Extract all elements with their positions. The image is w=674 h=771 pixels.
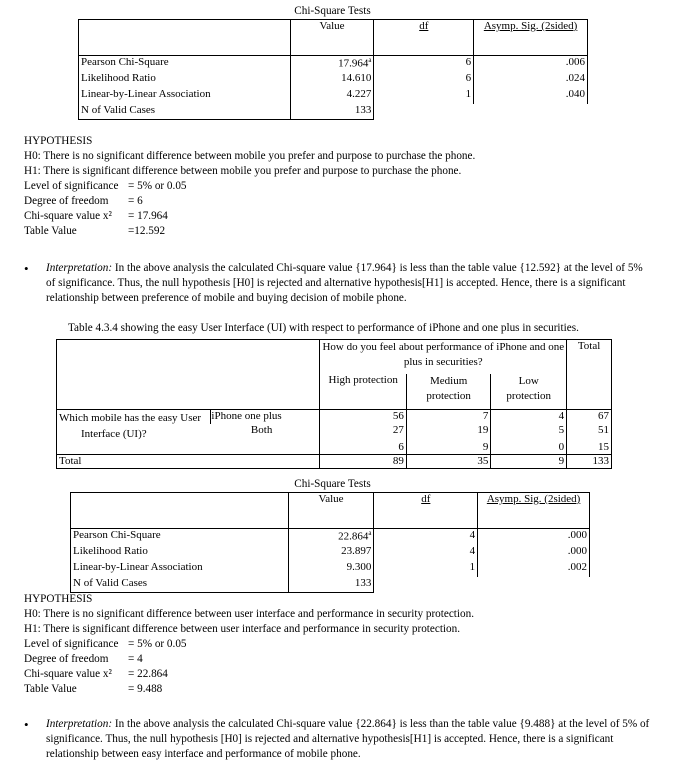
- degree-of-freedom: Degree of freedom = 4: [24, 653, 143, 665]
- col-medium-protection: Medium protection: [406, 374, 490, 410]
- row-df: 6: [374, 72, 474, 88]
- col-high-protection: High protection: [320, 374, 406, 410]
- hypothesis-h0: H0: There is no significant difference between user interface and performance in security protection.: [24, 608, 475, 620]
- row-label: Pearson Chi-Square: [79, 56, 291, 72]
- interpretation-text: Interpretation: In the above analysis the calculated Chi-square value {17.964} is less than the table value {12.592} at the level of 5% of significance. Thus, the null hypothesis [H0] is rejected and alternative hypothesis[H1] is accepted. Hence, there is a significant relationship between preference of mobile and buying decision of mobile phone.: [46, 262, 643, 304]
- level-of-significance: Level of significance = 5% or 0.05: [24, 638, 187, 650]
- row-df: [374, 577, 478, 593]
- hypothesis-block-1: [24, 135, 475, 240]
- hypothesis-h1: H1: There is significant difference between user interface and performance in security protection.: [24, 623, 461, 635]
- row-group-label: Which mobile has the easy User Interface (UI)?: [57, 410, 211, 455]
- row-df: 4: [374, 545, 478, 561]
- table-caption: Table 4.3.4 showing the easy User Interface (UI) with respect to performance of iPhone and one plus in securities.: [68, 322, 579, 334]
- bullet-icon: •: [24, 261, 29, 276]
- table-value: Table Value =12.592: [24, 225, 166, 237]
- cell: 9: [491, 455, 567, 469]
- interpretation-2: [24, 717, 654, 767]
- row-value: 22.864$^a$: [288, 529, 374, 545]
- row-value: 4.227: [290, 88, 374, 104]
- chi-square-table-1: [78, 19, 588, 120]
- header-blank: [79, 20, 291, 56]
- row-label: N of Valid Cases: [71, 577, 289, 593]
- cell: 35: [406, 455, 490, 469]
- bullet-icon: •: [24, 717, 29, 732]
- row-value: 14.610: [290, 72, 374, 88]
- group-header: How do you feel about performance of iPhone and one plus in securities?: [320, 340, 567, 374]
- header-sig: Asymp. Sig. (2sided): [474, 20, 588, 56]
- cell: 19: [406, 424, 490, 441]
- header-df: df: [374, 493, 478, 529]
- row-label-iphone-one-plus: iPhone one plus: [211, 410, 284, 424]
- table-value: Table Value = 9.488: [24, 683, 163, 695]
- cell: 89: [320, 455, 406, 469]
- cell: 9: [406, 441, 490, 455]
- cell: 7: [406, 410, 490, 424]
- cell: 67: [567, 410, 612, 424]
- chi-square-value: Chi-square value x² = 17.964: [24, 210, 168, 222]
- header-sig: Asymp. Sig. (2sided): [478, 493, 590, 529]
- row-label-both: Both: [250, 423, 273, 436]
- cell: 15: [567, 441, 612, 455]
- header-df: df: [374, 20, 474, 56]
- cell: 5: [491, 424, 567, 441]
- hypothesis-heading: HYPOTHESIS: [24, 135, 93, 147]
- degree-of-freedom: Degree of freedom = 6: [24, 195, 143, 207]
- row-df: [374, 104, 474, 120]
- interpretation-text: Interpretation: In the above analysis the calculated Chi-square value {22.864} is less than the table value {9.488} at the level of 5% of significance. Thus, the null hypothesis [H0] is rejected and alternative hypothesis[H1] is accepted. Hence, there is a significant relationship between easy interface and performance of mobile phone.: [46, 718, 650, 760]
- row-sig: .024: [474, 72, 588, 88]
- hypothesis-h1: H1: There is significant difference between mobile you prefer and purpose to purchase the phone.: [24, 165, 462, 177]
- row-label: Pearson Chi-Square: [71, 529, 289, 545]
- row-sig: .000: [478, 545, 590, 561]
- row-value: 9.300: [288, 561, 374, 577]
- row-sig: .000: [478, 529, 590, 545]
- row-value: 17.964$^a$: [290, 56, 374, 72]
- cell: 133: [567, 455, 612, 469]
- row-value: 133: [290, 104, 374, 120]
- cell: 51: [567, 424, 612, 441]
- row-sig: [478, 577, 590, 593]
- row-df: 1: [374, 88, 474, 104]
- corner-blank: [57, 340, 320, 410]
- chi-square-table-2: [70, 492, 590, 593]
- chi-square-title-2: Chi-Square Tests: [294, 478, 371, 490]
- row-label: Likelihood Ratio: [71, 545, 289, 561]
- hypothesis-heading: HYPOTHESIS: [24, 593, 93, 605]
- hypothesis-h0: H0: There is no significant difference between mobile you prefer and purpose to purchase the phone.: [24, 150, 476, 162]
- row-sig: .002: [478, 561, 590, 577]
- total-header: Total: [567, 340, 612, 410]
- header-blank: [71, 493, 289, 529]
- row-label: Linear-by-Linear Association: [71, 561, 289, 577]
- row-df: 6: [374, 56, 474, 72]
- cell: 0: [491, 441, 567, 455]
- row-label: Likelihood Ratio: [79, 72, 291, 88]
- row-df: 4: [374, 529, 478, 545]
- cell: 4: [491, 410, 567, 424]
- header-value: Value: [290, 20, 374, 56]
- crosstab-table: [56, 339, 612, 469]
- row-df: 1: [374, 561, 478, 577]
- chi-square-title-1: Chi-Square Tests: [294, 5, 371, 17]
- cell: 27: [320, 424, 406, 441]
- cell: 56: [320, 410, 406, 424]
- row-value: 133: [288, 577, 374, 593]
- level-of-significance: Level of significance = 5% or 0.05: [24, 180, 187, 192]
- row-label: N of Valid Cases: [79, 104, 291, 120]
- hypothesis-block-2: [24, 593, 474, 698]
- row-sig: [474, 104, 588, 120]
- cell: 6: [320, 441, 406, 455]
- row-sig: .040: [474, 88, 588, 104]
- row-sig: .006: [474, 56, 588, 72]
- total-row-label: Total: [57, 455, 320, 469]
- col-low-protection: Low protection: [491, 374, 567, 410]
- row-label: Linear-by-Linear Association: [79, 88, 291, 104]
- row-value: 23.897: [288, 545, 374, 561]
- chi-square-value: Chi-square value x² = 22.864: [24, 668, 168, 680]
- header-value: Value: [288, 493, 374, 529]
- interpretation-1: [24, 261, 654, 311]
